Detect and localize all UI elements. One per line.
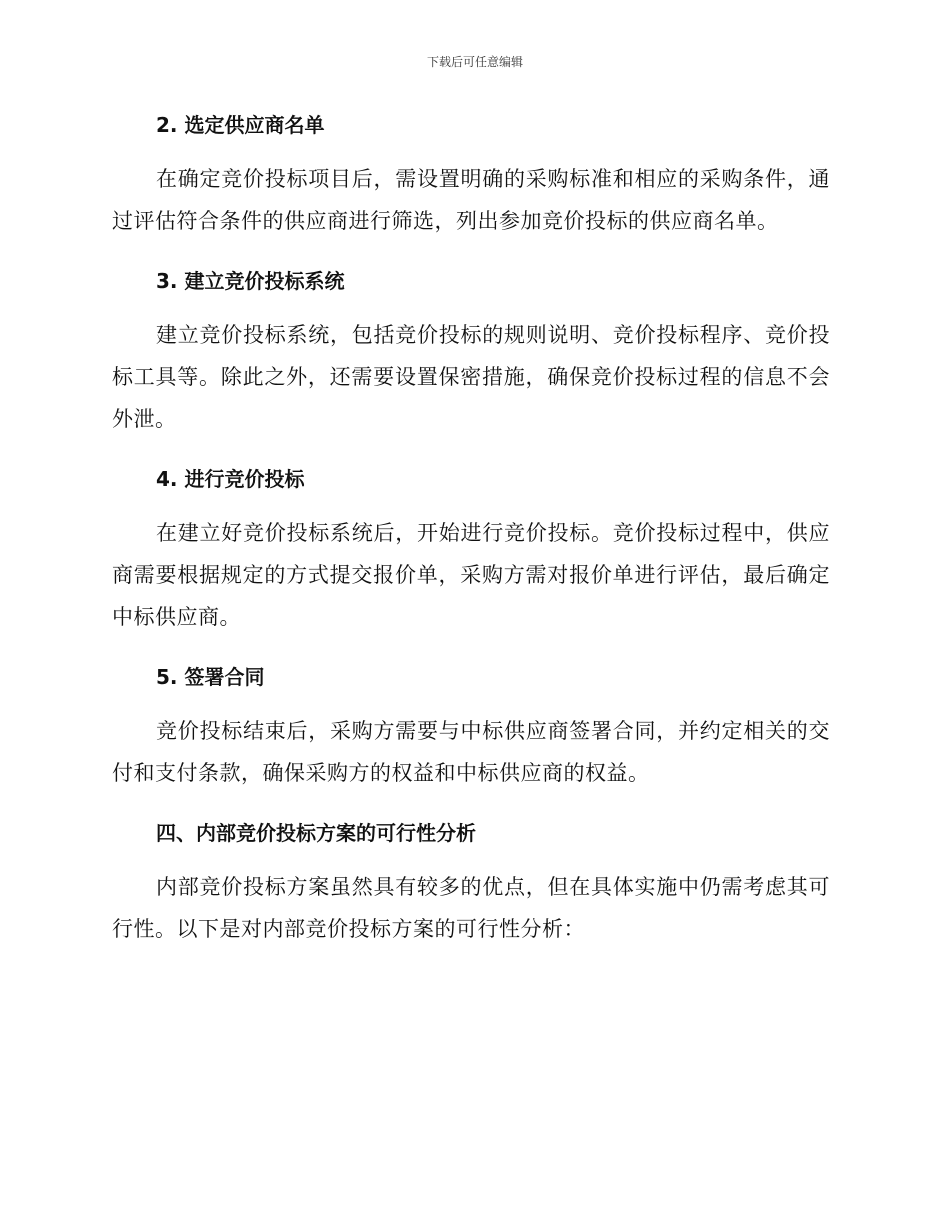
page-header: 下载后可任意编辑 [426, 55, 523, 69]
section-heading: 2. 选定供应商名单 [156, 113, 325, 137]
section-heading: 4. 进行竞价投标 [156, 467, 305, 491]
section-heading: 四、内部竞价投标方案的可行性分析 [156, 821, 476, 845]
section-paragraph: 竞价投标结束后，采购方需要与中标供应商签署合同，并约定相关的交付和支付条款，确保采购方的权益和中标供应商的权益。 [112, 719, 830, 785]
section-heading: 3. 建立竞价投标系统 [156, 269, 345, 293]
section-paragraph: 内部竞价投标方案虽然具有较多的优点，但在具体实施中仍需考虑其可行性。以下是对内部竞价投标方案的可行性分析： [112, 875, 830, 941]
section-paragraph: 在建立好竞价投标系统后，开始进行竞价投标。竞价投标过程中，供应商需要根据规定的方式提交报价单，采购方需对报价单进行评估，最后确定中标供应商。 [112, 521, 830, 629]
section-heading: 5. 签署合同 [156, 665, 265, 689]
section-paragraph: 在确定竞价投标项目后，需设置明确的采购标准和相应的采购条件，通过评估符合条件的供应商进行筛选，列出参加竞价投标的供应商名单。 [112, 167, 830, 233]
section-paragraph: 建立竞价投标系统，包括竞价投标的规则说明、竞价投标程序、竞价投标工具等。除此之外，还需要设置保密措施，确保竞价投标过程的信息不会外泄。 [112, 323, 830, 431]
document-body [112, 110, 830, 950]
